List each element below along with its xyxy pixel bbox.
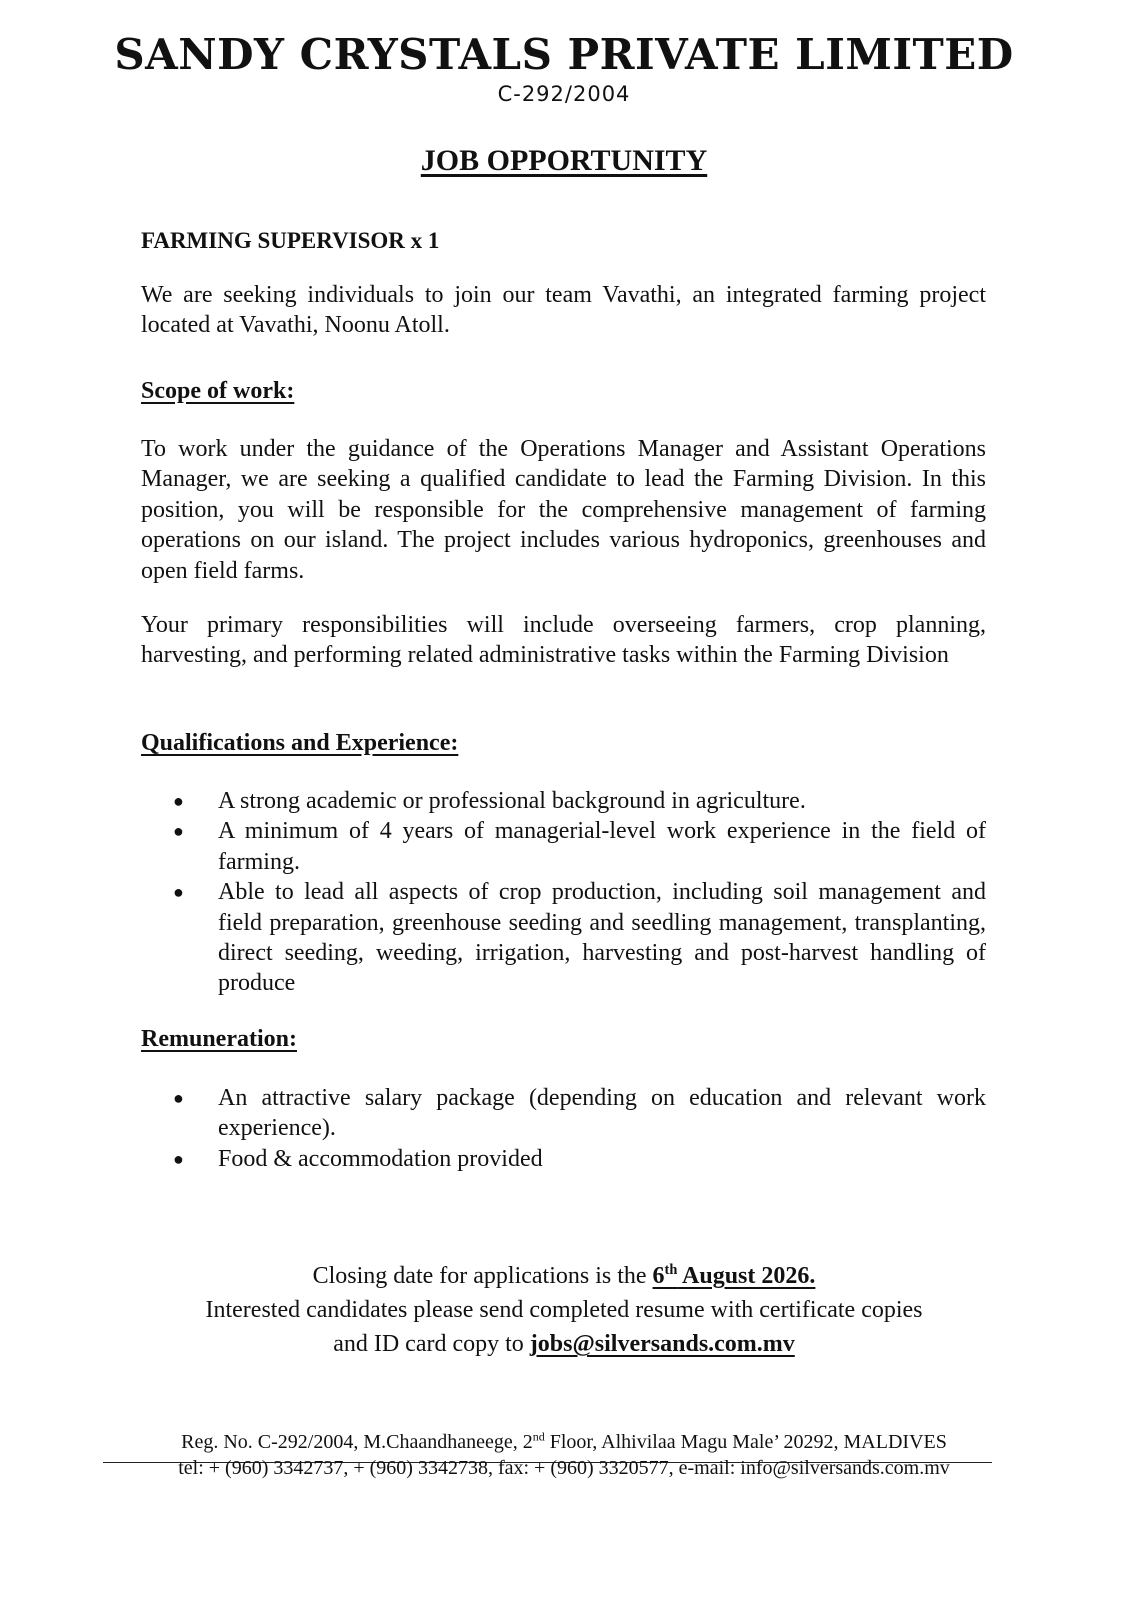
list-item-text: A minimum of 4 years of managerial-level work experience in the field of farming. bbox=[218, 818, 986, 875]
list-item bbox=[141, 877, 986, 999]
closing-date-suffix: th bbox=[664, 1262, 678, 1278]
bullet-icon: ● bbox=[173, 821, 184, 842]
footer-address bbox=[0, 1429, 1128, 1455]
list-item bbox=[141, 816, 986, 877]
bullet-icon: ● bbox=[173, 882, 184, 903]
qualifications-list bbox=[141, 786, 986, 999]
closing-date-line bbox=[0, 1259, 1128, 1293]
closing-date-day: 6 bbox=[652, 1263, 665, 1289]
closing-instructions: Interested candidates please send completed resume with certificate copies bbox=[205, 1297, 923, 1323]
closing-date-rest: August 2026. bbox=[677, 1263, 816, 1289]
application-email-link[interactable]: jobs@silversands.com.mv bbox=[529, 1331, 795, 1357]
scope-paragraph-2: Your primary responsibilities will include overseeing farmers, crop planning, harvesting, and performing related administrative tasks within the Farming Division bbox=[141, 612, 986, 669]
qualifications-heading: Qualifications and Experience: bbox=[141, 730, 459, 756]
bullet-icon: ● bbox=[173, 791, 184, 811]
bullet-icon: ● bbox=[173, 1148, 184, 1169]
company-name: SANDY CRYSTALS PRIVATE LIMITED bbox=[114, 30, 1014, 79]
remuneration-list bbox=[141, 1083, 986, 1174]
bullet-icon: ● bbox=[173, 1088, 184, 1108]
scope-heading: Scope of work: bbox=[141, 378, 295, 404]
scope-paragraph-1: To work under the guidance of the Operations Manager and Assistant Operations Manager, we are seeking a qualified candidate to lead the Farming Division. In this position, you will be responsible for the comprehensive management of farming operations on our island. The project includes various hydroponics, greenhouses and open field farms. bbox=[141, 436, 986, 584]
document-title-text: JOB OPPORTUNITY bbox=[420, 144, 708, 177]
closing-email-prefix: and ID card copy to bbox=[333, 1331, 530, 1357]
list-item bbox=[141, 1144, 986, 1174]
list-item-text: A strong academic or professional background in agriculture. bbox=[218, 788, 806, 814]
list-item bbox=[141, 1083, 986, 1144]
list-item-text: Food & accommodation provided bbox=[218, 1145, 543, 1172]
list-item bbox=[141, 786, 986, 816]
list-item-text: An attractive salary package (depending on education and relevant work experience). bbox=[218, 1085, 986, 1142]
footer-contact: tel: + (960) 3342737, + (960) 3342738, fax: + (960) 3320577, e-mail: info@silversands.com.mv bbox=[178, 1457, 950, 1479]
position-title: FARMING SUPERVISOR x 1 bbox=[141, 228, 440, 253]
footer-floor-suffix: nd bbox=[532, 1429, 545, 1444]
closing-email-line bbox=[0, 1327, 1128, 1361]
footer-address-suffix: Floor, Alhivilaa Magu Male’ 20292, MALDIVES bbox=[544, 1431, 947, 1453]
closing-date bbox=[653, 1263, 816, 1289]
document-title bbox=[0, 144, 1128, 178]
remuneration-heading: Remuneration: bbox=[141, 1026, 297, 1052]
company-reg-code: C-292/2004 bbox=[497, 82, 631, 106]
closing-date-prefix: Closing date for applications is the bbox=[312, 1263, 653, 1289]
intro-paragraph: We are seeking individuals to join our team Vavathi, an integrated farming project located at Vavathi, Noonu Atoll. bbox=[141, 282, 986, 339]
list-item-text: Able to lead all aspects of crop production, including soil management and field preparation, greenhouse seeding and seedling management, transplanting, direct seeding, weeding, irrigation, harvesting and post-harvest handling of produce bbox=[218, 879, 986, 997]
footer-address-prefix: Reg. No. C-292/2004, M.Chaandhaneege, 2 bbox=[181, 1431, 533, 1453]
